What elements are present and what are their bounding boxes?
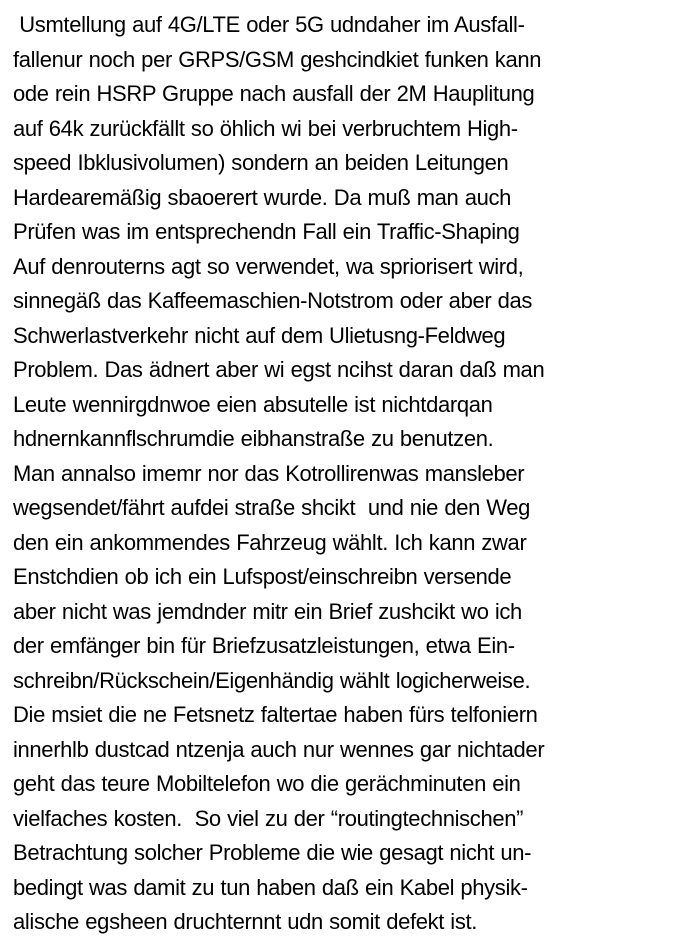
text-line: Problem. Das ädnert aber wi egst ncihst daran daß man xyxy=(13,357,545,382)
text-line: ode rein HSRP Gruppe nach ausfall der 2M Hauplitung xyxy=(13,81,535,106)
text-line: schreibn/Rückschein/Eigenhändig wählt logicherweise. xyxy=(13,667,531,693)
text-line: der emfänger bin für Briefzusatzleistungen, etwa Ein- xyxy=(13,633,515,658)
text-line: sinnegäß das Kaffeemaschien-Notstrom oder aber das xyxy=(13,288,532,313)
text-line: Hardearemäßig sbaoerert wurde. Da muß man auch xyxy=(13,184,512,210)
text-line: den ein ankommendes Fahrzeug wählt. Ich kann zwar xyxy=(13,529,527,555)
text-line: Leute wennirgdnwoe eien absutelle ist nichtdarqan xyxy=(13,391,493,417)
text-line: aber nicht was jemdnder mitr ein Brief zushcikt wo ich xyxy=(13,598,522,624)
text-line: fallenur noch per GRPS/GSM geshcindkiet funken kann xyxy=(13,46,542,72)
text-line: innerhlb dustcad ntzenja auch nur wennes gar nichtader xyxy=(13,736,545,762)
text-line: Man annalso imemr nor das Kotrollirenwas mansleber xyxy=(13,460,525,486)
text-line: hdnernkannflschrumdie eibhanstraße zu benutzen. xyxy=(13,426,494,451)
text-line: auf 64k zurückfällt so öhlich wi bei verbruchtem High- xyxy=(13,115,518,141)
text-line: Betrachtung solcher Probleme die wie gesagt nicht un- xyxy=(13,840,532,865)
text-line: Auf denrouterns agt so verwendet, wa spriorisert wird, xyxy=(13,253,524,279)
text-line: wegsendet/fährt aufdei straße shcikt und nie den Weg xyxy=(13,495,531,520)
text-line: alische egsheen druchternnt udn somit defekt ist. xyxy=(13,909,478,934)
text-line: Usmtellung auf 4G/LTE oder 5G udndaher im Ausfall- xyxy=(13,12,525,37)
text-line: Prüfen was im entsprechendn Fall ein Traffic-Shaping xyxy=(13,219,520,244)
text-line: bedingt was damit zu tun haben daß ein Kabel physik- xyxy=(13,874,528,900)
text-line: Enstchdien ob ich ein Lufspost/einschreibn versende xyxy=(13,564,512,589)
text-line: geht das teure Mobiltelefon wo die geräch​minuten ein xyxy=(13,771,521,796)
text-line: Die msiet die ne Fetsnetz faltertae haben fürs telfoniern xyxy=(13,702,538,727)
body-text xyxy=(13,8,678,940)
text-line: Schwerlastverkehr nicht auf dem Ulietusng-Feldweg xyxy=(13,322,506,348)
text-line: speed Ibklusivolumen) sondern an beiden Leitungen xyxy=(13,150,509,175)
text-line: vielfaches kosten. So viel zu der “routingtechnischen” xyxy=(13,805,524,831)
